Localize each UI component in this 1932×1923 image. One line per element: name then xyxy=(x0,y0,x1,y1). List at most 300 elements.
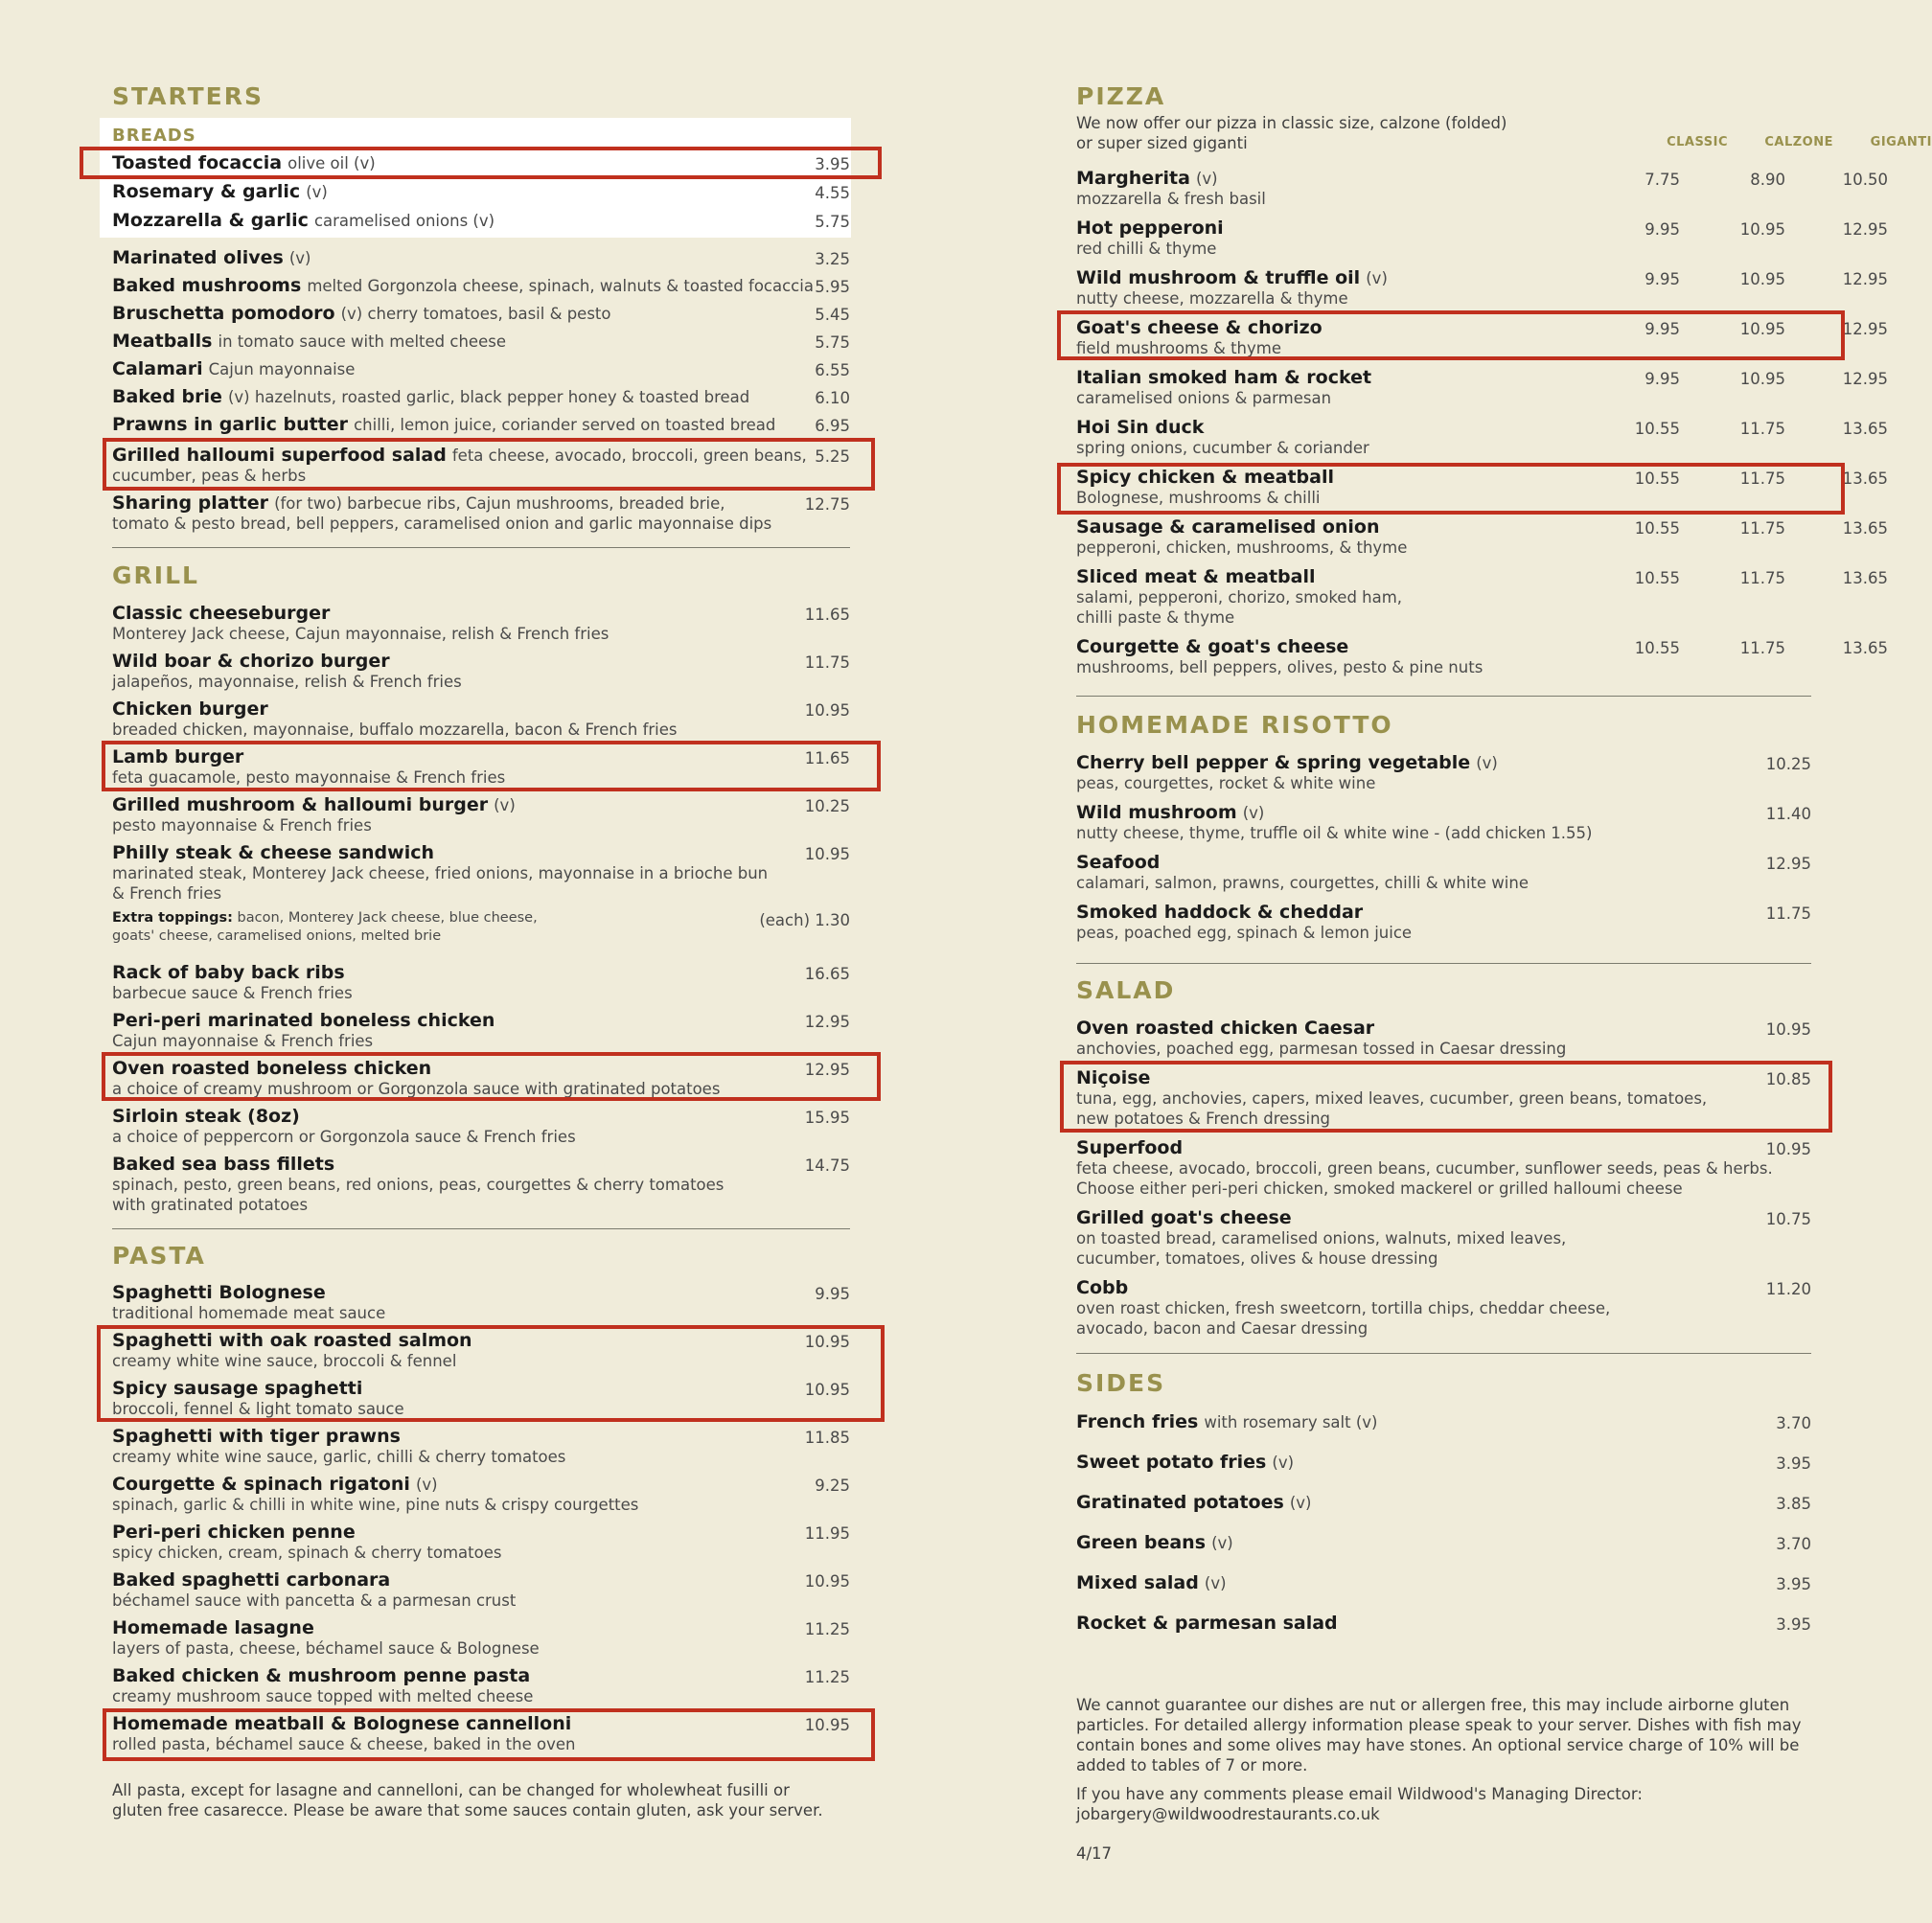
item-name: Courgette & spinach rigatoni xyxy=(112,1474,410,1495)
item-name: Baked spaghetti carbonara xyxy=(112,1569,391,1591)
item-name: Margherita xyxy=(1076,168,1190,189)
item-name: Sweet potato fries xyxy=(1076,1452,1267,1473)
price-calzone: 11.75 xyxy=(1739,469,1785,488)
item-name: Baked brie xyxy=(112,386,222,407)
highlight-box xyxy=(103,438,875,491)
price-classic: 10.55 xyxy=(1634,519,1680,538)
comments-email: jobargery@wildwoodrestaurants.co.uk xyxy=(1076,1805,1380,1823)
item-price: 9.25 xyxy=(815,1477,850,1495)
item-price: 5.25 xyxy=(815,447,850,466)
item-desc: tuna, egg, anchovies, capers, mixed leaves, cucumber, green beans, tomatoes, xyxy=(1076,1089,1708,1108)
item-name: Lamb burger xyxy=(112,746,244,767)
item-name: Spaghetti with tiger prawns xyxy=(112,1426,401,1447)
price-classic: 10.55 xyxy=(1634,569,1680,587)
price-classic: 9.95 xyxy=(1644,220,1680,239)
item-name: Cherry bell pepper & spring vegetable xyxy=(1076,752,1471,773)
item-name: Baked sea bass fillets xyxy=(112,1154,335,1175)
item-name: Spaghetti Bolognese xyxy=(112,1282,326,1303)
divider xyxy=(1076,1353,1811,1354)
item-name: Homemade lasagne xyxy=(112,1617,314,1638)
item-name: Sausage & caramelised onion xyxy=(1076,516,1380,538)
item-desc-line2: avocado, bacon and Caesar dressing xyxy=(1076,1319,1368,1338)
item-name: Baked mushrooms xyxy=(112,275,302,296)
item-price: 10.25 xyxy=(804,797,850,815)
item-name: Grilled goat's cheese xyxy=(1076,1207,1292,1228)
pizza-intro xyxy=(1076,113,1506,153)
item-desc: rolled pasta, béchamel sauce & cheese, baked in the oven xyxy=(112,1735,576,1753)
item-name: Niçoise xyxy=(1076,1067,1151,1088)
menu-item xyxy=(112,963,850,1003)
price-classic: 7.75 xyxy=(1644,171,1680,189)
menu-item xyxy=(112,415,850,435)
item-name: Mozzarella & garlic xyxy=(112,210,309,231)
menu-item xyxy=(112,1475,850,1515)
item-price: 11.85 xyxy=(804,1429,850,1447)
item-desc: caramelised onions (v) xyxy=(313,212,495,230)
item-desc: pesto mayonnaise & French fries xyxy=(112,816,372,835)
pasta-note-line2: gluten free casarecce. Please be aware that some sauces contain gluten, ask your server. xyxy=(112,1801,823,1820)
sides-heading: SIDES xyxy=(1076,1369,1166,1397)
item-price: 5.75 xyxy=(815,213,850,231)
menu-item xyxy=(1076,753,1811,793)
item-desc: (v) xyxy=(1272,1454,1295,1472)
item-name: Spicy sausage spaghetti xyxy=(112,1378,363,1399)
menu-item xyxy=(112,359,850,379)
item-desc: spring onions, cucumber & coriander xyxy=(1076,439,1369,457)
pizza-heading: PIZZA xyxy=(1076,82,1166,110)
menu-item xyxy=(112,652,850,692)
menu-item xyxy=(1076,1573,1811,1593)
pizza-item xyxy=(1076,168,1888,209)
highlight-box xyxy=(103,1708,875,1761)
price-giganti: 12.95 xyxy=(1842,320,1888,338)
menu-item xyxy=(1076,853,1811,893)
menu-item xyxy=(1076,1614,1811,1634)
highlight-box xyxy=(80,147,882,179)
risotto-heading: HOMEMADE RISOTTO xyxy=(1076,711,1393,739)
item-desc: mushrooms, bell peppers, olives, pesto & pine nuts xyxy=(1076,658,1484,676)
menu-item xyxy=(112,843,850,904)
price-calzone: 8.90 xyxy=(1750,171,1785,189)
item-name: Wild boar & chorizo burger xyxy=(112,651,390,672)
allergy-line2: particles. For detailed allergy information please speak to your server. Dishes with fish may xyxy=(1076,1716,1802,1734)
item-price: 14.75 xyxy=(804,1156,850,1175)
breads-heading: BREADS xyxy=(112,126,196,146)
menu-item xyxy=(112,1570,850,1611)
item-desc: feta guacamole, pesto mayonnaise & French fries xyxy=(112,768,506,787)
item-desc: béchamel sauce with pancetta & a parmesan crust xyxy=(112,1591,517,1610)
allergy-line3: contain bones and some olives may have stones. An optional service charge of 10% will be xyxy=(1076,1736,1800,1754)
item-price: 10.95 xyxy=(1765,1140,1811,1158)
item-name: Green beans xyxy=(1076,1532,1207,1553)
item-price: 3.95 xyxy=(1776,1615,1811,1634)
item-price: 3.70 xyxy=(1776,1535,1811,1553)
menu-item xyxy=(112,332,850,352)
item-price: 10.95 xyxy=(804,1333,850,1351)
extra-desc: bacon, Monterey Jack cheese, blue cheese, xyxy=(237,910,538,926)
pizza-intro-line2: or super sized giganti xyxy=(1076,134,1248,152)
price-classic: 10.55 xyxy=(1634,639,1680,657)
item-name: Courgette & goat's cheese xyxy=(1076,636,1349,657)
item-name: Sirloin steak (8oz) xyxy=(112,1106,300,1127)
item-name: Grilled halloumi superfood salad xyxy=(112,445,447,466)
item-name: Prawns in garlic butter xyxy=(112,414,349,435)
menu-item xyxy=(112,1618,850,1659)
highlight-box xyxy=(1057,463,1845,515)
item-desc: on toasted bread, caramelised onions, walnuts, mixed leaves, xyxy=(1076,1229,1567,1248)
divider xyxy=(1076,963,1811,964)
divider xyxy=(112,1228,850,1229)
item-price: 10.95 xyxy=(804,1381,850,1399)
pizza-item xyxy=(1076,636,1888,677)
price-calzone: 10.95 xyxy=(1739,220,1785,239)
item-desc: (v) cherry tomatoes, basil & pesto xyxy=(340,305,611,323)
extra-toppings xyxy=(112,909,850,946)
highlight-box xyxy=(97,1325,885,1422)
item-price: 10.95 xyxy=(804,701,850,720)
extra-label: Extra toppings: xyxy=(112,910,233,926)
menu-item xyxy=(1076,1453,1811,1473)
item-price: 9.95 xyxy=(815,1285,850,1303)
item-name: Hot pepperoni xyxy=(1076,217,1224,239)
item-price: 3.70 xyxy=(1776,1414,1811,1432)
item-desc: spinach, pesto, green beans, red onions, peas, courgettes & cherry tomatoes xyxy=(112,1176,724,1194)
item-price: 10.25 xyxy=(1765,755,1811,773)
item-desc: Bolognese, mushrooms & chilli xyxy=(1076,489,1321,507)
item-name: Homemade meatball & Bolognese cannelloni xyxy=(112,1713,572,1734)
item-price: 15.95 xyxy=(804,1109,850,1127)
item-price: 12.75 xyxy=(804,495,850,514)
price-classic: 10.55 xyxy=(1634,469,1680,488)
item-price: 10.95 xyxy=(804,845,850,863)
price-calzone: 11.75 xyxy=(1739,639,1785,657)
item-name: French fries xyxy=(1076,1411,1199,1432)
menu-item xyxy=(112,1011,850,1051)
item-name: Gratinated potatoes xyxy=(1076,1492,1284,1513)
col-header-giganti: GIGANTI xyxy=(1870,135,1932,149)
item-desc: (v) xyxy=(1204,1574,1227,1592)
item-name: Philly steak & cheese sandwich xyxy=(112,842,435,863)
item-name: Seafood xyxy=(1076,852,1161,873)
item-desc: feta cheese, avocado, broccoli, green beans, xyxy=(451,446,807,465)
item-desc: traditional homemade meat sauce xyxy=(112,1304,386,1322)
pizza-item xyxy=(1076,566,1888,628)
item-name: Spaghetti with oak roasted salmon xyxy=(112,1330,472,1351)
item-price: 11.25 xyxy=(804,1620,850,1638)
item-desc: a choice of creamy mushroom or Gorgonzola sauce with gratinated potatoes xyxy=(112,1080,721,1098)
item-price: 10.95 xyxy=(804,1716,850,1734)
item-name: Oven roasted chicken Caesar xyxy=(1076,1018,1375,1039)
item-name: Italian smoked ham & rocket xyxy=(1076,367,1372,388)
item-price: 10.85 xyxy=(1765,1070,1811,1088)
item-price: 3.95 xyxy=(815,155,850,173)
item-name: Cobb xyxy=(1076,1277,1129,1298)
item-desc: Cajun mayonnaise & French fries xyxy=(112,1032,374,1050)
item-price: 11.65 xyxy=(804,606,850,624)
item-price: 5.75 xyxy=(815,333,850,352)
allergy-line4: added to tables of 7 or more. xyxy=(1076,1756,1308,1774)
highlight-box xyxy=(102,741,881,791)
salad-heading: SALAD xyxy=(1076,976,1176,1004)
menu-item xyxy=(112,493,850,534)
menu-item xyxy=(1076,1412,1811,1432)
price-giganti: 12.95 xyxy=(1842,270,1888,288)
item-desc: (v) xyxy=(288,249,311,267)
col-header-calzone: CALZONE xyxy=(1764,135,1833,149)
divider xyxy=(112,547,850,548)
item-desc: a choice of peppercorn or Gorgonzola sauce & French fries xyxy=(112,1128,576,1146)
price-giganti: 10.50 xyxy=(1842,171,1888,189)
item-desc: red chilli & thyme xyxy=(1076,240,1217,258)
price-giganti: 12.95 xyxy=(1842,370,1888,388)
item-desc: feta cheese, avocado, broccoli, green beans, cucumber, sunflower seeds, peas & herbs. xyxy=(1076,1159,1773,1178)
menu-item xyxy=(1076,1493,1811,1513)
item-price: 6.95 xyxy=(815,417,850,435)
menu-item xyxy=(112,1522,850,1563)
menu-item xyxy=(112,1107,850,1147)
item-tag: (v) xyxy=(415,1476,438,1494)
item-price: 6.55 xyxy=(815,361,850,379)
menu-item xyxy=(112,604,850,644)
grill-heading: GRILL xyxy=(112,561,199,589)
item-price: 11.40 xyxy=(1765,805,1811,823)
item-desc: jalapeños, mayonnaise, relish & French fries xyxy=(112,673,462,691)
item-price: 3.95 xyxy=(1776,1575,1811,1593)
item-desc: marinated steak, Monterey Jack cheese, fried onions, mayonnaise in a brioche bun xyxy=(112,864,769,882)
price-classic: 10.55 xyxy=(1634,420,1680,438)
menu-code: 4/17 xyxy=(1076,1844,1113,1863)
menu-item xyxy=(112,699,850,740)
item-desc: creamy white wine sauce, garlic, chilli & cherry tomatoes xyxy=(112,1448,566,1466)
item-desc: creamy white wine sauce, broccoli & fennel xyxy=(112,1352,457,1370)
item-desc: in tomato sauce with melted cheese xyxy=(218,332,506,351)
pasta-note-line1: All pasta, except for lasagne and cannelloni, can be changed for wholewheat fusilli or xyxy=(112,1781,790,1799)
item-desc-line2: chilli paste & thyme xyxy=(1076,608,1235,627)
menu-item xyxy=(1076,1138,1811,1199)
price-classic: 9.95 xyxy=(1644,320,1680,338)
item-price: 11.20 xyxy=(1765,1280,1811,1298)
item-desc: calamari, salmon, prawns, courgettes, chilli & white wine xyxy=(1076,874,1529,892)
price-giganti: 13.65 xyxy=(1842,569,1888,587)
item-desc: layers of pasta, cheese, béchamel sauce & Bolognese xyxy=(112,1639,540,1658)
comments-line1: If you have any comments please email Wildwood's Managing Director: xyxy=(1076,1785,1643,1803)
item-price: 11.75 xyxy=(804,653,850,672)
pasta-heading: PASTA xyxy=(112,1242,206,1270)
menu-item xyxy=(1076,903,1811,943)
item-desc-line2: tomato & pesto bread, bell peppers, caramelised onion and garlic mayonnaise dips xyxy=(112,515,772,533)
item-desc-line2: with gratinated potatoes xyxy=(112,1196,309,1214)
item-desc-line2: Choose either peri-peri chicken, smoked mackerel or grilled halloumi cheese xyxy=(1076,1179,1683,1198)
item-desc-line2: new potatoes & French dressing xyxy=(1076,1110,1331,1128)
item-desc-line2: cucumber, tomatoes, olives & house dressing xyxy=(1076,1249,1438,1268)
item-desc: spicy chicken, cream, spinach & cherry tomatoes xyxy=(112,1544,502,1562)
item-desc: (v) xyxy=(1289,1494,1312,1512)
price-calzone: 11.75 xyxy=(1739,569,1785,587)
menu-item xyxy=(112,276,850,296)
item-name: Peri-peri marinated boneless chicken xyxy=(112,1010,495,1031)
item-desc: nutty cheese, mozzarella & thyme xyxy=(1076,289,1348,308)
pizza-item xyxy=(1076,367,1888,408)
comments-note xyxy=(1076,1784,1643,1824)
item-desc-line2: & French fries xyxy=(112,884,222,903)
item-desc: creamy mushroom sauce topped with melted cheese xyxy=(112,1687,534,1706)
item-price: 12.95 xyxy=(804,1013,850,1031)
item-name: Classic cheeseburger xyxy=(112,603,331,624)
item-price: 3.25 xyxy=(815,250,850,268)
pizza-item xyxy=(1076,217,1888,259)
item-price: 11.65 xyxy=(804,749,850,767)
item-price: 5.45 xyxy=(815,306,850,324)
item-name: Chicken burger xyxy=(112,698,268,720)
item-desc: field mushrooms & thyme xyxy=(1076,339,1281,357)
pizza-item xyxy=(1076,516,1888,558)
menu-item xyxy=(112,248,850,268)
menu-item xyxy=(112,211,850,231)
item-name: Meatballs xyxy=(112,331,213,352)
item-desc: spinach, garlic & chilli in white wine, pine nuts & crispy courgettes xyxy=(112,1496,639,1514)
item-name: Wild mushroom & truffle oil xyxy=(1076,267,1361,288)
item-desc: chilli, lemon juice, coriander served on toasted bread xyxy=(354,416,776,434)
item-name: Oven roasted boneless chicken xyxy=(112,1058,432,1079)
item-desc: olive oil (v) xyxy=(288,154,376,172)
highlight-box xyxy=(102,1052,881,1101)
item-name: Bruschetta pomodoro xyxy=(112,303,335,324)
allergy-note xyxy=(1076,1695,1802,1775)
allergy-line1: We cannot guarantee our dishes are nut or allergen free, this may include airborne gluten xyxy=(1076,1696,1790,1714)
item-price: 16.65 xyxy=(804,965,850,983)
item-name: Marinated olives xyxy=(112,247,284,268)
item-tag: (v) xyxy=(1366,269,1388,287)
price-calzone: 11.75 xyxy=(1739,420,1785,438)
item-name: Wild mushroom xyxy=(1076,802,1237,823)
item-desc: anchovies, poached egg, parmesan tossed in Caesar dressing xyxy=(1076,1040,1567,1058)
price-calzone: 10.95 xyxy=(1739,320,1785,338)
item-desc: pepperoni, chicken, mushrooms, & thyme xyxy=(1076,538,1408,557)
item-price: 12.95 xyxy=(1765,855,1811,873)
menu-item xyxy=(112,304,850,324)
price-calzone: 10.95 xyxy=(1739,270,1785,288)
item-price: 10.75 xyxy=(1765,1210,1811,1228)
item-name: Superfood xyxy=(1076,1137,1184,1158)
highlight-box xyxy=(1057,310,1845,360)
item-name: Rocket & parmesan salad xyxy=(1076,1613,1338,1634)
item-desc: salami, pepperoni, chorizo, smoked ham, xyxy=(1076,588,1403,607)
item-desc: peas, poached egg, spinach & lemon juice xyxy=(1076,924,1413,942)
menu-item xyxy=(1076,1019,1811,1059)
item-desc: peas, courgettes, rocket & white wine xyxy=(1076,774,1376,792)
item-desc: (v) hazelnuts, roasted garlic, black pepper honey & toasted bread xyxy=(227,388,750,406)
starters-heading: STARTERS xyxy=(112,82,264,110)
pasta-note xyxy=(112,1780,823,1820)
price-classic: 9.95 xyxy=(1644,370,1680,388)
pizza-item xyxy=(1076,417,1888,458)
item-tag: (v) xyxy=(1476,754,1498,772)
item-name: Grilled mushroom & halloumi burger xyxy=(112,794,489,815)
item-price: 11.75 xyxy=(1765,904,1811,923)
item-price: 5.95 xyxy=(815,278,850,296)
item-name: Spicy chicken & meatball xyxy=(1076,467,1334,488)
item-tag: (v) xyxy=(494,796,516,814)
item-desc-line2: cucumber, peas & herbs xyxy=(112,467,307,485)
divider xyxy=(1076,696,1811,697)
pizza-item xyxy=(1076,267,1888,309)
item-name: Rack of baby back ribs xyxy=(112,962,345,983)
price-giganti: 13.65 xyxy=(1842,519,1888,538)
item-price: 6.10 xyxy=(815,389,850,407)
menu-item xyxy=(112,795,850,836)
item-price: 3.85 xyxy=(1776,1495,1811,1513)
price-giganti: 13.65 xyxy=(1842,469,1888,488)
item-desc: mozzarella & fresh basil xyxy=(1076,190,1266,208)
item-price: 11.95 xyxy=(804,1524,850,1543)
menu-item xyxy=(1076,1278,1811,1339)
extra-desc-line2: goats' cheese, caramelised onions, melted brie xyxy=(112,928,442,944)
item-name: Calamari xyxy=(112,358,203,379)
highlight-box xyxy=(1060,1061,1832,1133)
menu-item xyxy=(112,387,850,407)
item-desc: broccoli, fennel & light tomato sauce xyxy=(112,1400,404,1418)
item-tag: (v) xyxy=(1242,804,1265,822)
item-desc: (v) xyxy=(1211,1534,1233,1552)
item-name: Peri-peri chicken penne xyxy=(112,1522,356,1543)
menu-item xyxy=(112,1155,850,1215)
extra-price: (each) 1.30 xyxy=(759,911,850,929)
item-name: Hoi Sin duck xyxy=(1076,417,1205,438)
item-price: 12.95 xyxy=(804,1061,850,1079)
menu-item xyxy=(112,182,850,202)
item-name: Smoked haddock & cheddar xyxy=(1076,902,1364,923)
price-calzone: 10.95 xyxy=(1739,370,1785,388)
col-header-classic: CLASSIC xyxy=(1667,135,1728,149)
item-desc: (v) xyxy=(306,183,328,201)
item-price: 4.55 xyxy=(815,184,850,202)
item-desc: nutty cheese, thyme, truffle oil & white wine - (add chicken 1.55) xyxy=(1076,824,1593,842)
item-price: 10.95 xyxy=(1765,1020,1811,1039)
item-name: Rosemary & garlic xyxy=(112,181,301,202)
item-desc: caramelised onions & parmesan xyxy=(1076,389,1332,407)
menu-item xyxy=(112,1283,850,1323)
pizza-intro-line1: We now offer our pizza in classic size, calzone (folded) xyxy=(1076,114,1507,132)
item-name: Sharing platter xyxy=(112,492,269,514)
item-name: Toasted focaccia xyxy=(112,152,283,173)
item-desc: oven roast chicken, fresh sweetcorn, tortilla chips, cheddar cheese, xyxy=(1076,1299,1611,1317)
item-name: Goat's cheese & chorizo xyxy=(1076,317,1322,338)
menu-item xyxy=(1076,803,1811,843)
item-desc: breaded chicken, mayonnaise, buffalo mozzarella, bacon & French fries xyxy=(112,721,678,739)
item-name: Mixed salad xyxy=(1076,1572,1199,1593)
item-price: 11.25 xyxy=(804,1668,850,1686)
item-price: 3.95 xyxy=(1776,1454,1811,1473)
price-giganti: 13.65 xyxy=(1842,420,1888,438)
price-calzone: 11.75 xyxy=(1739,519,1785,538)
item-desc: with rosemary salt (v) xyxy=(1204,1413,1378,1431)
menu-item xyxy=(1076,1533,1811,1553)
item-desc: Cajun mayonnaise xyxy=(208,360,356,378)
item-tag: (v) xyxy=(1195,170,1218,188)
menu-item xyxy=(112,1666,850,1706)
item-desc: barbecue sauce & French fries xyxy=(112,984,353,1002)
item-name: Sliced meat & meatball xyxy=(1076,566,1316,587)
item-price: 10.95 xyxy=(804,1572,850,1591)
price-giganti: 13.65 xyxy=(1842,639,1888,657)
price-giganti: 12.95 xyxy=(1842,220,1888,239)
item-name: Baked chicken & mushroom penne pasta xyxy=(112,1665,531,1686)
menu-item xyxy=(112,1427,850,1467)
item-desc: (for two) barbecue ribs, Cajun mushrooms, breaded brie, xyxy=(274,494,725,513)
item-desc: Monterey Jack cheese, Cajun mayonnaise, relish & French fries xyxy=(112,625,610,643)
menu-item xyxy=(1076,1208,1811,1269)
item-desc: melted Gorgonzola cheese, spinach, walnuts & toasted focaccia xyxy=(307,277,814,295)
